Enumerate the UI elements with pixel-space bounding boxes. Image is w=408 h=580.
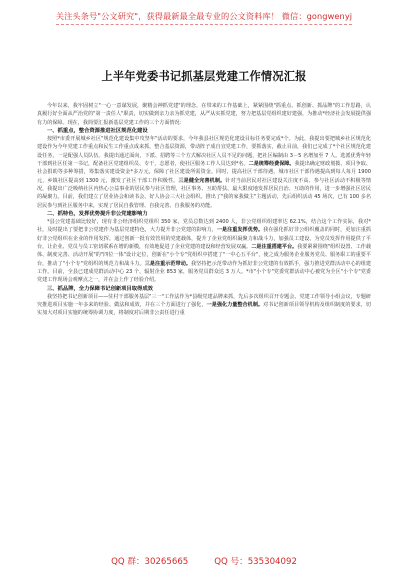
section-1-paragraph bbox=[37, 135, 371, 210]
section-3-paragraph bbox=[37, 293, 371, 318]
s1-bold-3: 三是健全完善机制。 bbox=[178, 177, 226, 184]
intro-paragraph: 今年以来，我牢固树立"一心一意谋发展，聚精会神抓党建"的理念，在带来的工作基础上，紧紧围绕"抓重点、抓创新、抓品牌"的工作思路，认真履行好全面从严治党的"第一责任人"职责，切实做到亲力亲为抓党建，从严从实抓党建，努力把基层党组织建好建强，为推动*经济社会发展提供强有力的保障。现在，我简要汇报新基层党建工作的三个方面情况： bbox=[37, 103, 371, 126]
top-banner bbox=[0, 0, 408, 36]
qq-number-text: QQ 号：535304092 bbox=[214, 557, 297, 567]
s2-text-1b: 我在强化抓好非公组织覆盖的同时，更加注重抓好非公党组织在企业的作用发挥。通过创新一批有效管用的党建载体，提升了企业党组织凝聚力和战斗力，加强员工建设、为党员发挥作用提供了平台，让企业、党员与员工密切联系在增的新模，有效地促进了企业党建的建设和经营发展双赢。 bbox=[37, 227, 371, 251]
footer-contact bbox=[0, 552, 408, 570]
s1-text-1: 按照*市委开展城乡社区"规范化建设集中攻坚年"活动的要求，今年我县社区规范化建设目标任务要完成*个。为此，我提出要把城乡社区规范化建设作为今年党建工作重点和民生工作重点成来抓，整合基层资源，带动阵子成自宜党建工作，要抓落实，截止目前，我们已完成了*个社区规范化建设任务，一是配强人员队伍。我提出通过面向，下派、招聘等三个方式解决社区人员不足的问题，把社区编制由 3－5 名增加至 7 人。选派优秀年轻干部到社区任第一书记，配备社区党建组织员、专干，志愿者，使社区服务工作人员达到*名。 bbox=[37, 136, 371, 168]
section-2-heading: 二、抓特色，发挥优势提升非公党建影响力 bbox=[47, 210, 148, 217]
s3-bold-1: 一是强化力量整合机制。 bbox=[206, 302, 264, 309]
s2-bold-2: 二是注重搭建平台。 bbox=[251, 244, 298, 251]
qq-group-text: QQ 群：30265665 bbox=[111, 557, 189, 567]
banner-link[interactable]: 关注头条号"公文研究"，获得最新最全最专业的公文资料库！ 微信：gongwenyj bbox=[56, 11, 352, 25]
document-title: 上半年党委书记抓基层党建工作情况汇报 bbox=[101, 69, 307, 83]
s2-bold-1: 一是注重发挥优势。 bbox=[216, 227, 264, 234]
s2-text-3: 我坚持把示范带动作为抓好非公党建的有效抓手，强力推进党群活动中心的组建工作。目前，全县已建成党群活动中心 23 个，辐射企业 853 家，服务党员群众达 3 万人。*市"小个专"党委党群活动中心被党为全区"小个专"党委党建工作现场会观摩点之一，并在会上作了经验介绍。 bbox=[37, 260, 371, 284]
s2-text-2: 我要紧紧围绕"组织设置、工作载体、制度完善、活动开展"的"四位一体"设计定位，创新在"小个专"党组织中搭建了"一中心五平台"，使之成为服务企业服务党员、服务职工的重要平台，推动了"小个专"党组织的规范力和战斗力。 bbox=[37, 244, 371, 267]
section-3-heading: 三、抓品牌，全力保障书记创新项目取得成效 bbox=[47, 285, 153, 292]
section-2-paragraph bbox=[37, 218, 371, 284]
section-1-heading: 一、抓重点，整合资源推进社区规范化建设 bbox=[47, 127, 148, 134]
s1-bold-2: 二是统筹经费保障。 bbox=[248, 161, 295, 168]
s2-text-1: *县公党建基础比较好，现有非公经济组织党组织 350 家，党员总数达到 2400 人，非公党组织组建率达 62.1%，结合这个工作实际，我对*社，及时提出了要把非公党建作为基层党建特色，大力提升非公党建的影响力， bbox=[37, 219, 371, 234]
s2-bold-3: 三是注重示范带动。 bbox=[144, 260, 191, 267]
s3-text-1: 我坚持把书记创新项目——驻村干部服务基层"三一"工作法作为*县级党建品牌来抓，先后多次组织召开专题会、党建工作领导小组会议，专题研究推进项目实施一年多来的经验、做法和成效，并在三个方面进行了强化， bbox=[37, 293, 371, 309]
s1-text-2: 我提出确定财政划拨、项目争取、社会捐助等多种筹措，筹集落实建设资金*多万元，保障了社区建设所需资金。同时，提高社区干部待遇，城市社区干部待遇提高到每人每月 1900 元，乡镇社区提高到 1300 元，激发了社区干部工作积极性。 bbox=[37, 161, 371, 184]
document-page bbox=[37, 44, 371, 544]
s3-text-1b: 对书记创新项目领导机构及组织制度的要求，切实加大对项目实施的统筹协调力度，将制度对后期非公责任进行重 bbox=[37, 302, 371, 317]
s1-text-3: 针对当前居民对社区建设关注度不高、参与社区活动不积极等情况，我提出广泛吸纳社区内热心公益事业的居民参与社区管理，社区事务、互助帮扶、最大限度地发挥居民自治、互助的作用，进一步增强社区居民的凝聚力。目前，我们建立了居业协会和读书会、好人协会三大社会组织。推出了"我的家我做主"主题活动，先后组织活动 45 场次，已有 100 多名居民参与到社区服务中来，实现了居民自我管理、自我完善、自我服务的功能。 bbox=[37, 177, 371, 209]
